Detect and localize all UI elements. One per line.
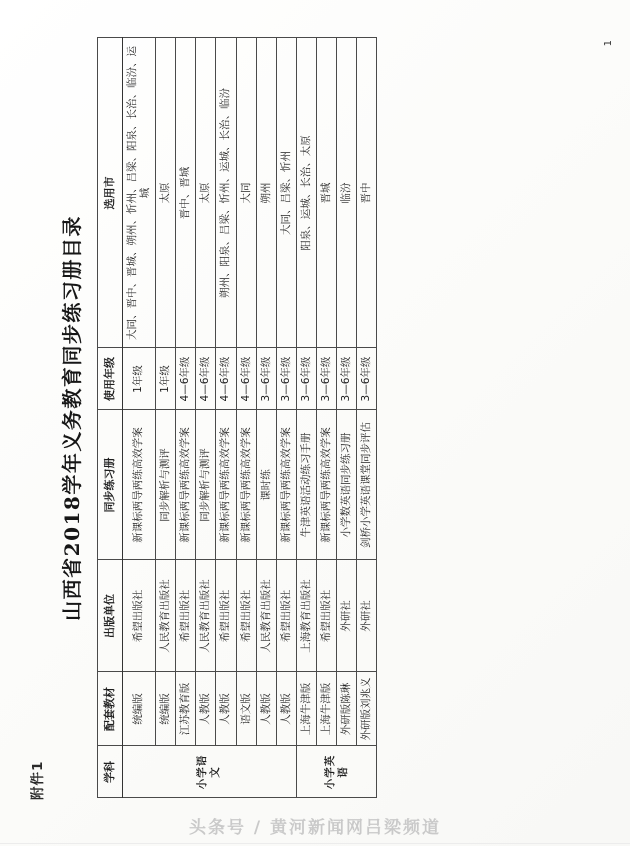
- cell-city: 大同、吕梁、忻州: [276, 38, 296, 348]
- cell-publisher: 希望出版社: [236, 560, 256, 672]
- column-header-city: 选用市: [98, 38, 123, 348]
- catalog-table: [97, 38, 377, 799]
- column-header-grade: 使用年级: [98, 348, 123, 410]
- table-row: [236, 38, 256, 798]
- cell-workbook: 新课标两导两练高效学案: [176, 410, 196, 560]
- page-number: 1: [603, 40, 614, 47]
- column-header-textbook: 配套教材: [98, 672, 123, 746]
- cell-textbook: 上海牛津版: [296, 672, 316, 746]
- table-row: [317, 38, 337, 798]
- table-row: [176, 38, 196, 798]
- subject-group-cell: 小学英语: [296, 746, 377, 798]
- cell-textbook: 统编版: [122, 672, 155, 746]
- watermark-rule: [0, 843, 630, 844]
- cell-city: 朔州: [256, 38, 276, 348]
- cell-workbook: 新课标两导两练高效学案: [122, 410, 155, 560]
- table-row: [296, 38, 316, 798]
- cell-textbook: 统编版: [156, 672, 176, 746]
- cell-city: 晋城: [317, 38, 337, 348]
- cell-textbook: 人教版: [276, 672, 296, 746]
- column-header-workbook: 同步练习册: [98, 410, 123, 560]
- cell-grade: 4—6年级: [176, 348, 196, 410]
- cell-city: 朔州、阳泉、吕梁、忻州、运城、长治、临汾: [216, 38, 236, 348]
- table-header-row: [98, 38, 123, 798]
- cell-publisher: 希望出版社: [216, 560, 236, 672]
- cell-grade: 3—6年级: [256, 348, 276, 410]
- cell-textbook: 外研版陈琳: [337, 672, 357, 746]
- cell-publisher: 人民教育出版社: [256, 560, 276, 672]
- catalog-table-body: [122, 38, 377, 798]
- cell-workbook: 新课标两导两练高效学案: [317, 410, 337, 560]
- table-row: [276, 38, 296, 798]
- cell-grade: 3—6年级: [337, 348, 357, 410]
- cell-grade: 3—6年级: [317, 348, 337, 410]
- table-row: [337, 38, 357, 798]
- cell-grade: 3—6年级: [357, 348, 377, 410]
- watermark-text: 头条号 / 黄河新闻网吕梁频道: [188, 818, 442, 838]
- table-row: [122, 38, 155, 798]
- cell-grade: 4—6年级: [196, 348, 216, 410]
- cell-textbook: 人教版: [216, 672, 236, 746]
- column-header-publisher: 出版单位: [98, 560, 123, 672]
- cell-workbook: 小学数英语同步练习册: [337, 410, 357, 560]
- cell-textbook: 人教版: [196, 672, 216, 746]
- cell-city: 太原: [156, 38, 176, 348]
- table-row: [196, 38, 216, 798]
- cell-textbook: 上海牛津版: [317, 672, 337, 746]
- cell-city: 晋中: [357, 38, 377, 348]
- cell-publisher: 希望出版社: [176, 560, 196, 672]
- cell-workbook: 牛津英语活动练习手册: [296, 410, 316, 560]
- cell-workbook: 课时练: [256, 410, 276, 560]
- table-row: [357, 38, 377, 798]
- cell-city: 太原: [196, 38, 216, 348]
- cell-textbook: 江苏教育版: [176, 672, 196, 746]
- column-header-subject: 学科: [98, 746, 123, 798]
- cell-grade: 4—6年级: [216, 348, 236, 410]
- cell-publisher: 希望出版社: [276, 560, 296, 672]
- cell-workbook: 同步解析与测评: [196, 410, 216, 560]
- cell-grade: 1年级: [156, 348, 176, 410]
- cell-publisher: 外研社: [337, 560, 357, 672]
- table-row: [216, 38, 236, 798]
- cell-city: 大同、晋中、晋城、朔州、忻州、吕梁、阳泉、长治、临汾、运城: [122, 38, 155, 348]
- cell-workbook: 同步解析与测评: [156, 410, 176, 560]
- cell-grade: 3—6年级: [276, 348, 296, 410]
- cell-textbook: 语文版: [236, 672, 256, 746]
- cell-grade: 3—6年级: [296, 348, 316, 410]
- cell-publisher: 外研社: [357, 560, 377, 672]
- cell-city: 大同: [236, 38, 256, 348]
- cell-city: 阳泉、运城、长治、太原: [296, 38, 316, 348]
- cell-publisher: 人民教育出版社: [156, 560, 176, 672]
- cell-publisher: 希望出版社: [122, 560, 155, 672]
- cell-city: 临汾: [337, 38, 357, 348]
- attachment-label: 附件1: [30, 760, 46, 800]
- subject-group-cell: 小学语文: [122, 746, 296, 798]
- cell-grade: 1年级: [122, 348, 155, 410]
- cell-workbook: 新课标两导两练高效学案: [216, 410, 236, 560]
- table-row: [256, 38, 276, 798]
- cell-workbook: 新课标两导两练高效学案: [276, 410, 296, 560]
- cell-city: 晋中、晋城: [176, 38, 196, 348]
- cell-publisher: 希望出版社: [317, 560, 337, 672]
- cell-workbook: 新课标两导两练高效学案: [236, 410, 256, 560]
- cell-textbook: 人教版: [256, 672, 276, 746]
- page-title: 山西省2018学年义务教育同步练习册目录: [60, 215, 84, 621]
- cell-workbook: 剑桥小学英语课堂同步评估: [357, 410, 377, 560]
- cell-publisher: 上海教育出版社: [296, 560, 316, 672]
- cell-grade: 4—6年级: [236, 348, 256, 410]
- cell-publisher: 人民教育出版社: [196, 560, 216, 672]
- table-row: [156, 38, 176, 798]
- cell-textbook: 外研版刘兆义: [357, 672, 377, 746]
